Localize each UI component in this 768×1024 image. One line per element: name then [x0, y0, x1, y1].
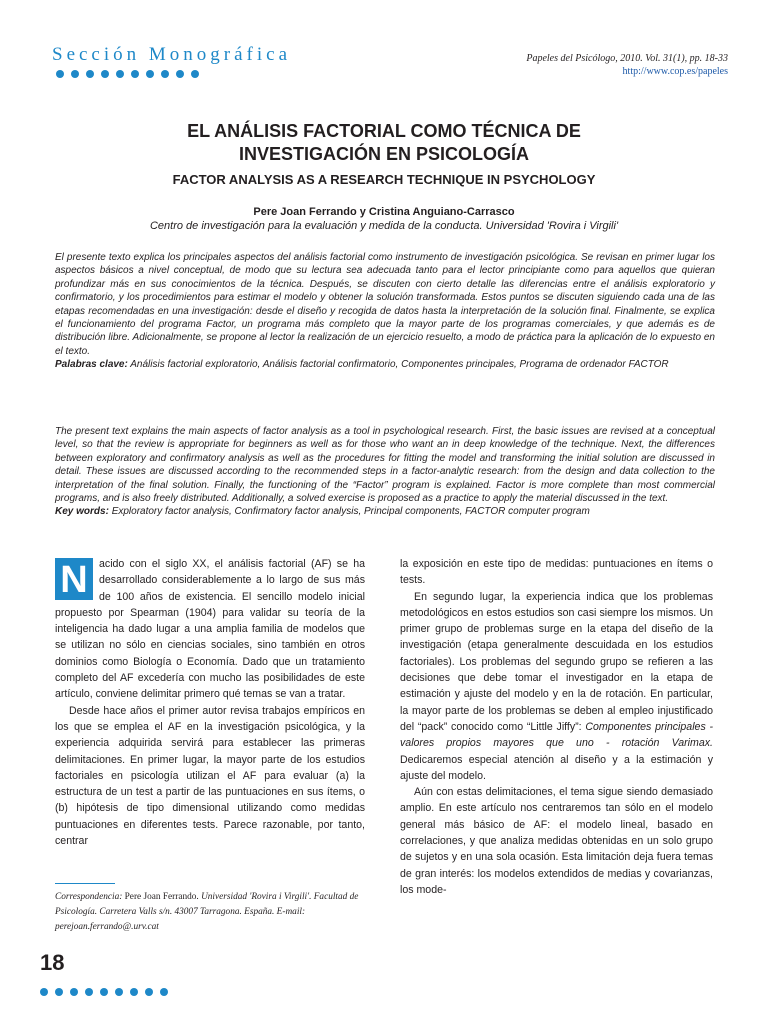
footer-dots — [40, 988, 175, 996]
decor-dot — [56, 70, 64, 78]
abstract-spanish — [55, 251, 715, 372]
article-authors: Pere Joan Ferrando y Cristina Anguiano-Carrasco — [253, 206, 515, 218]
decor-dot — [116, 70, 124, 78]
paragraph — [400, 589, 713, 785]
decor-dot — [161, 70, 169, 78]
keywords-es-label: Palabras clave: — [55, 359, 128, 371]
keywords-en-label: Key words: — [55, 506, 109, 518]
decor-dot — [176, 70, 184, 78]
decor-dot — [146, 70, 154, 78]
section-title: Sección Monográfica — [52, 44, 292, 65]
body-column-left — [55, 556, 365, 849]
decor-dot — [70, 988, 78, 996]
decor-dot — [101, 70, 109, 78]
footnote-rule — [55, 883, 115, 884]
correspondence-note — [55, 890, 365, 935]
paragraph: la exposición en este tipo de medidas: puntuaciones en ítems o tests. — [400, 558, 713, 587]
header-dots — [56, 70, 206, 78]
decor-dot — [130, 988, 138, 996]
correspondence-name: Pere Joan Ferrando. — [124, 892, 199, 902]
paragraph-text: Dedicaremos especial atención al diseño y a la estimación y ajuste del modelo. — [400, 753, 713, 782]
page-number: 18 — [40, 950, 65, 975]
journal-url[interactable]: http://www.cop.es/papeles — [622, 66, 728, 77]
decor-dot — [145, 988, 153, 996]
decor-dot — [160, 988, 168, 996]
decor-dot — [100, 988, 108, 996]
keywords-en: Exploratory factor analysis, Confirmatory factor analysis, Principal components, FACTOR computer program — [111, 506, 590, 518]
keywords-es: Análisis factorial exploratorio, Análisis factorial confirmatorio, Componentes principales, Programa de ordenador FACTOR — [130, 359, 669, 371]
abstract-en-text: The present text explains the main aspects of factor analysis as a tool in psychological research. First, the basic issues are revised at a conceptual level, so that the review is appropriate for beginners as well as for those who want an in deep knowledge of the technique. Next, the differences between exploratory and confirmatory analysis as well as the procedures for fitting the model and transforming the initial solution are discussed in detail. These issues are discussed according to the recommended steps in a factor-analytic research: from the design and data collection to the interpretation of the final solution. Finally, the functioning of the “Factor” program is explained. Factor is more complete than most commercial programs, and is also freely distributed. Additionally, a solved exercise is proposed as a practice to apply the material discussed in the text. — [55, 426, 715, 505]
correspondence-label: Correspondencia: — [55, 892, 123, 902]
decor-dot — [86, 70, 94, 78]
journal-citation: Papeles del Psicólogo, 2010. Vol. 31(1), pp. 18-33 — [526, 53, 728, 64]
decor-dot — [131, 70, 139, 78]
decor-dot — [191, 70, 199, 78]
article-subtitle: FACTOR ANALYSIS AS A RESEARCH TECHNIQUE IN PSYCHOLOGY — [172, 172, 596, 187]
journal-reference — [526, 52, 728, 78]
decor-dot — [85, 988, 93, 996]
decor-dot — [115, 988, 123, 996]
drop-cap: N — [55, 558, 93, 600]
paragraph-text: En segundo lugar, la experiencia indica que los problemas metodológicos en estos estudios son casi siempre los mismos. Un primer grupo de problemas surge en la etapa del diseño de la investigación (etapa generalmente descuidada en los estudios factoriales). Los problemas del segundo grupo se refieren a las decisiones que debe tomar el investigador en la etapa de estimación y ajuste del modelo y en la de rotación. En particular, la mayor parte de los problemas se deben al empleo injustificado del “pack” conocido como “Little Jiffy”: — [400, 590, 713, 733]
correspondence-address: Universidad 'Rovira i Virgili'. Facultad de Psicología. Carretera Valls s/n. 43007 Tarragona. España. E-mail: perejoan.ferrando@.urv.cat — [55, 892, 359, 932]
title-line-2: INVESTIGACIÓN EN PSICOLOGÍA — [238, 144, 530, 164]
paragraph-emphasis: Componentes principales - valores propios mayores que uno - rotación Varimax. — [400, 720, 714, 750]
abstract-es-text: El presente texto explica los principales aspectos del análisis factorial como instrumento de investigación psicológica. Se revisan en primer lugar los aspectos básicos a nivel conceptual, de modo que su lectura sea adecuada tanto para el lector principiante como para aquellos que quieran profundizar más en sus conocimientos de la técnica. Después, se discuten con cierto detalle las diferencias entre el análisis exploratorio y confirmatorio, y los procedimientos para estimar el modelo y obtener la solución transformada. Estos puntos se discuten siguiendo cada una de las etapas recomendadas en una investigación: desde el diseño y recogida de datos hasta la interpretación de la solución final. Finalmente, se explica el funcionamiento del programa Factor, un programa más completo que la mayor parte de los programas comerciales, y que además es de distribución libre. Adicionalmente, se propone al lector la realización de un ejercicio resuelto, a modo de práctica para la aplicación de lo expuesto en el texto. — [55, 252, 715, 357]
decor-dot — [71, 70, 79, 78]
paragraph: Desde hace años el primer autor revisa trabajos empíricos en los que se emplea el AF en la investigación psicológica, y la experiencia adquirida servirá para establecer las primeras delimitaciones. En primer lugar, la mayor parte de los estudios factoriales en psicología utilizan el AF para evaluar (a) la estructura de un test a partir de las puntuaciones en sus ítems, o (b) hipótesis de tipo dimensional utilizando como medidas puntuaciones en diferentes tests. Parece razonable, por tanto, centrar — [55, 704, 365, 848]
decor-dot — [55, 988, 63, 996]
abstract-english — [55, 425, 715, 519]
body-column-right — [400, 556, 713, 898]
paragraph-text: acido con el siglo XX, el análisis factorial (AF) se ha desarrollado considerablemente a lo largo de sus más de 100 años de existencia. El sencillo modelo inicial propuesto por Spearman (1904) para validar su teoría de la inteligencia ha dado lugar a una amplia familia de modelos que se utilizan no sólo en ciencias sociales, sino también en otros dominios como Biología o Economía. Dado que un tratamiento completo del AF excedería con mucho las posibilidades de este artículo, conviene delimitar primero qué temas se van a tratar. — [55, 558, 365, 701]
article-title — [40, 120, 728, 166]
decor-dot — [40, 988, 48, 996]
paragraph — [55, 556, 365, 703]
paragraph: Aún con estas delimitaciones, el tema sigue siendo demasiado amplio. En este artículo nos centraremos tan sólo en el modelo general más básico de AF: el modelo lineal, basado en correlaciones, y que analiza medidas obtenidas en un solo grupo de sujetos y en una sola ocasión. Esta limitación deja fuera temas de gran interés: los modelos extendidos de medias y covarianzas, los mode- — [400, 786, 713, 896]
title-line-1: EL ANÁLISIS FACTORIAL COMO TÉCNICA DE — [187, 121, 581, 141]
author-affiliation: Centro de investigación para la evaluación y medida de la conducta. Universidad 'Rovira i Virgili' — [149, 220, 619, 232]
